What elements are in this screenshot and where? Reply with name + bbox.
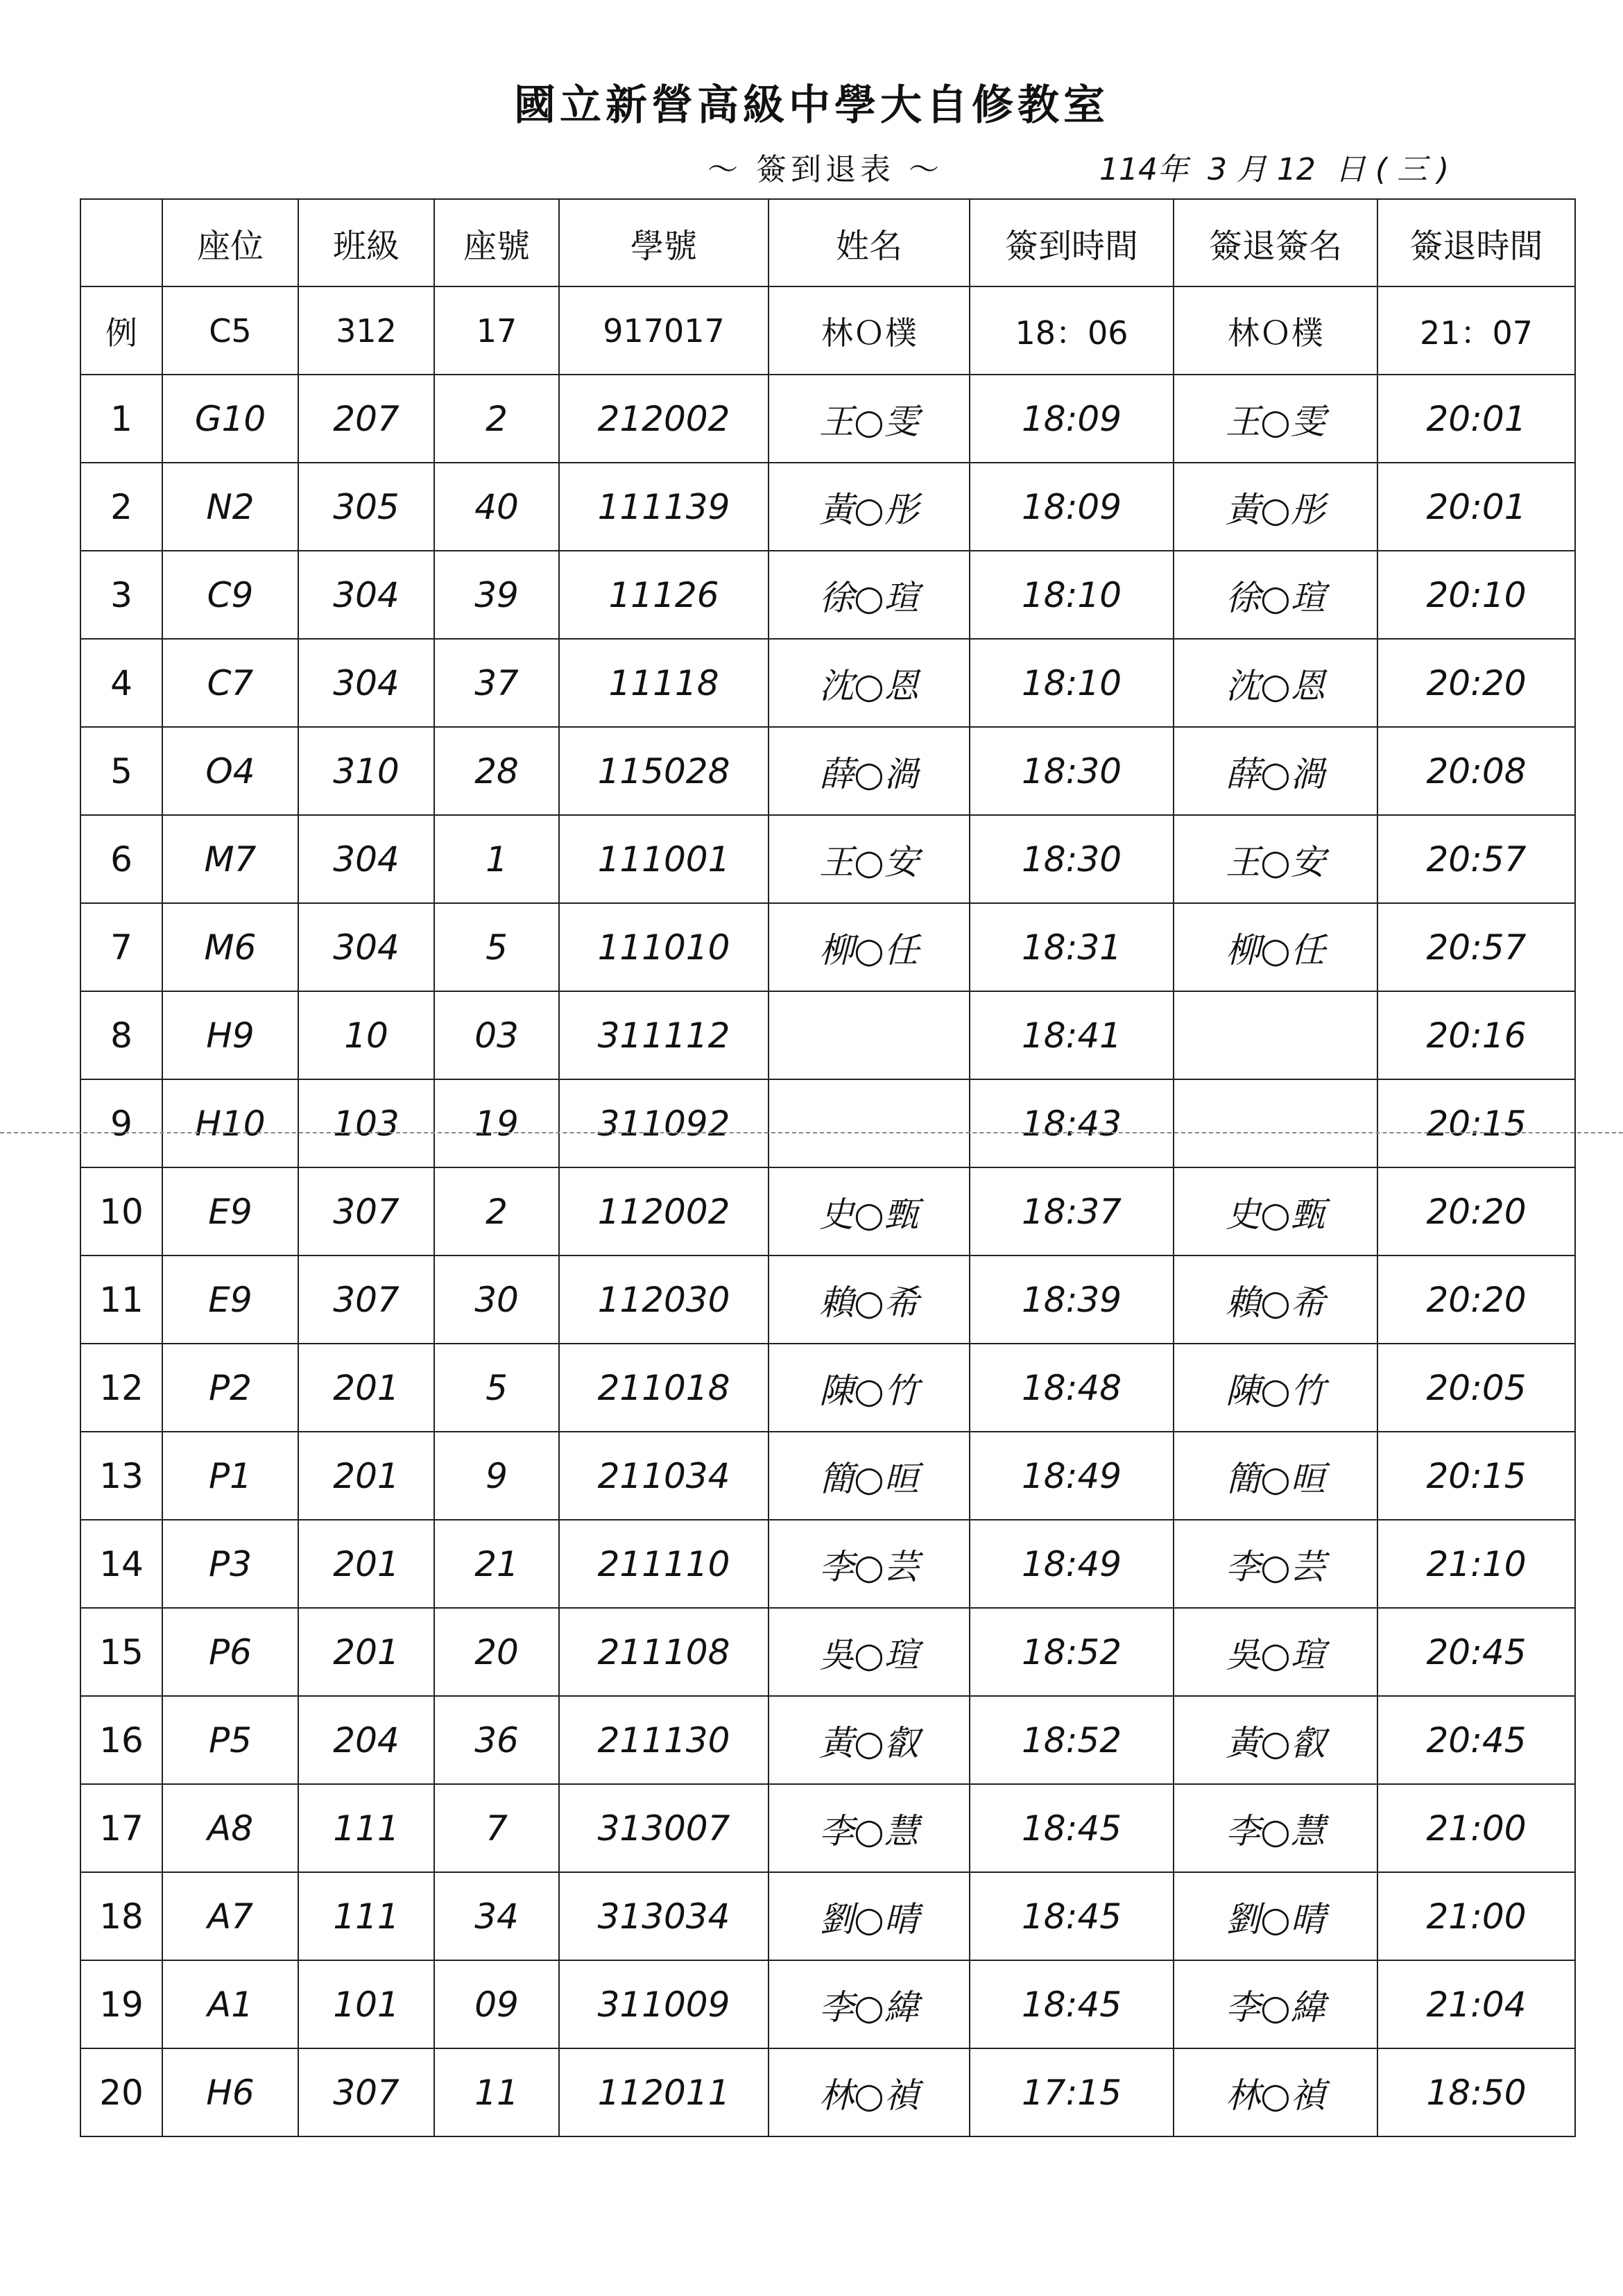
cell-seat: A1 (162, 1960, 298, 2048)
column-header-sign-out-time: 簽退時間 (1377, 199, 1575, 286)
cell-student-id: 917017 (559, 286, 768, 375)
cell-name (768, 1079, 970, 1167)
form-subtitle: ～ 簽到退表 ～ (707, 152, 943, 187)
column-header-sign-out-signature: 簽退簽名 (1174, 199, 1377, 286)
cell-sign-out-time: 20:45 (1377, 1608, 1575, 1696)
cell-seat: P5 (162, 1696, 298, 1784)
table-row (80, 1520, 1575, 1608)
cell-sign-out-time: 20:16 (1377, 991, 1575, 1079)
cell-name: 王○安 (768, 815, 970, 903)
cell-sign-in-time: 18:31 (970, 903, 1174, 991)
cell-seat-number: 5 (434, 903, 559, 991)
cell-name: 徐○瑄 (768, 551, 970, 639)
table-row (80, 1784, 1575, 1872)
table-row (80, 1344, 1575, 1432)
cell-sign-out-signature: 徐○瑄 (1174, 551, 1377, 639)
cell-sign-out-time: 21:00 (1377, 1872, 1575, 1960)
cell-sign-in-time: 18:52 (970, 1696, 1174, 1784)
cell-seat-number: 2 (434, 375, 559, 463)
cell-sign-out-time: 21:00 (1377, 1784, 1575, 1872)
table-body (80, 286, 1575, 2136)
column-header-class: 班級 (298, 199, 434, 286)
cell-class: 201 (298, 1432, 434, 1520)
cell-student-id: 211018 (559, 1344, 768, 1432)
cell-class: 111 (298, 1872, 434, 1960)
cell-row-number: 9 (80, 1079, 162, 1167)
cell-sign-out-signature: 賴○希 (1174, 1256, 1377, 1344)
cell-name (768, 991, 970, 1079)
cell-sign-out-signature: 史○甄 (1174, 1167, 1377, 1256)
cell-student-id: 112011 (559, 2048, 768, 2136)
cell-seat: H6 (162, 2048, 298, 2136)
cell-seat: P2 (162, 1344, 298, 1432)
cell-seat-number: 9 (434, 1432, 559, 1520)
table-row (80, 1167, 1575, 1256)
cell-sign-in-time: 18:30 (970, 815, 1174, 903)
cell-class: 304 (298, 903, 434, 991)
cell-sign-out-signature: 林○禎 (1174, 2048, 1377, 2136)
table-row (80, 1872, 1575, 1960)
cell-name: 林Ｏ樸 (768, 286, 970, 375)
cell-seat: H10 (162, 1079, 298, 1167)
cell-row-number: 13 (80, 1432, 162, 1520)
cell-name: 李○慧 (768, 1784, 970, 1872)
table-row (80, 727, 1575, 815)
cell-sign-in-time: 18:37 (970, 1167, 1174, 1256)
cell-class: 204 (298, 1696, 434, 1784)
table-row (80, 2048, 1575, 2136)
cell-class: 307 (298, 1167, 434, 1256)
cell-seat: A8 (162, 1784, 298, 1872)
cell-row-number: 15 (80, 1608, 162, 1696)
cell-sign-out-signature: 沈○恩 (1174, 639, 1377, 727)
cell-row-number: 7 (80, 903, 162, 991)
column-header-sign-in-time: 簽到時間 (970, 199, 1174, 286)
cell-student-id: 11126 (559, 551, 768, 639)
cell-student-id: 211108 (559, 1608, 768, 1696)
cell-sign-in-time: 18:48 (970, 1344, 1174, 1432)
cell-seat: P6 (162, 1608, 298, 1696)
table-row (80, 991, 1575, 1079)
cell-name: 李○芸 (768, 1520, 970, 1608)
cell-sign-in-time: 18:09 (970, 375, 1174, 463)
cell-row-number: 10 (80, 1167, 162, 1256)
cell-row-number: 例 (80, 286, 162, 375)
cell-sign-out-signature: 黃○彤 (1174, 463, 1377, 551)
cell-name: 李○緯 (768, 1960, 970, 2048)
table-row (80, 1079, 1575, 1167)
cell-sign-out-signature (1174, 991, 1377, 1079)
sign-in-out-table (80, 198, 1576, 2137)
cell-seat-number: 2 (434, 1167, 559, 1256)
header-row (80, 199, 1575, 286)
cell-class: 10 (298, 991, 434, 1079)
cell-seat-number: 21 (434, 1520, 559, 1608)
cell-sign-out-time: 20:15 (1377, 1432, 1575, 1520)
cell-sign-out-time: 21:04 (1377, 1960, 1575, 2048)
cell-sign-in-time: 18:45 (970, 1960, 1174, 2048)
cell-sign-out-signature: 柳○任 (1174, 903, 1377, 991)
cell-sign-out-time: 20:01 (1377, 463, 1575, 551)
cell-name: 柳○任 (768, 903, 970, 991)
cell-seat: O4 (162, 727, 298, 815)
column-header-student-id: 學號 (559, 199, 768, 286)
cell-name: 劉○晴 (768, 1872, 970, 1960)
cell-sign-out-signature: 李○緯 (1174, 1960, 1377, 2048)
cell-class: 101 (298, 1960, 434, 2048)
cell-student-id: 313007 (559, 1784, 768, 1872)
example-row (80, 286, 1575, 375)
cell-sign-out-time: 21：07 (1377, 286, 1575, 375)
table-row (80, 903, 1575, 991)
cell-seat: E9 (162, 1167, 298, 1256)
cell-sign-out-signature: 陳○竹 (1174, 1344, 1377, 1432)
cell-seat-number: 40 (434, 463, 559, 551)
cell-name: 史○甄 (768, 1167, 970, 1256)
table-row (80, 375, 1575, 463)
table-row (80, 815, 1575, 903)
cell-seat-number: 30 (434, 1256, 559, 1344)
cell-student-id: 311009 (559, 1960, 768, 2048)
cell-seat-number: 19 (434, 1079, 559, 1167)
cell-seat-number: 20 (434, 1608, 559, 1696)
table-row (80, 1696, 1575, 1784)
cell-seat-number: 03 (434, 991, 559, 1079)
column-header-seat: 座位 (162, 199, 298, 286)
cell-sign-out-time: 20:57 (1377, 815, 1575, 903)
cell-student-id: 211034 (559, 1432, 768, 1520)
table-row (80, 551, 1575, 639)
cell-class: 201 (298, 1344, 434, 1432)
cell-class: 310 (298, 727, 434, 815)
cell-name: 陳○竹 (768, 1344, 970, 1432)
cell-sign-out-signature: 李○慧 (1174, 1784, 1377, 1872)
cell-student-id: 111139 (559, 463, 768, 551)
cell-seat: N2 (162, 463, 298, 551)
cell-row-number: 14 (80, 1520, 162, 1608)
cell-seat: P3 (162, 1520, 298, 1608)
cell-sign-out-time: 20:15 (1377, 1079, 1575, 1167)
cell-sign-out-signature (1174, 1079, 1377, 1167)
cell-sign-out-signature: 王○安 (1174, 815, 1377, 903)
cell-sign-in-time: 18:10 (970, 639, 1174, 727)
cell-name: 簡○晅 (768, 1432, 970, 1520)
cell-sign-out-time: 20:20 (1377, 639, 1575, 727)
cell-student-id: 115028 (559, 727, 768, 815)
cell-sign-out-time: 21:10 (1377, 1520, 1575, 1608)
cell-sign-out-signature: 黃○叡 (1174, 1696, 1377, 1784)
cell-class: 304 (298, 815, 434, 903)
cell-seat: E9 (162, 1256, 298, 1344)
cell-seat-number: 5 (434, 1344, 559, 1432)
cell-seat-number: 7 (434, 1784, 559, 1872)
cell-seat-number: 1 (434, 815, 559, 903)
cell-row-number: 3 (80, 551, 162, 639)
table-row (80, 1608, 1575, 1696)
cell-seat-number: 39 (434, 551, 559, 639)
table-row (80, 639, 1575, 727)
cell-sign-out-time: 20:05 (1377, 1344, 1575, 1432)
cell-sign-in-time: 18:49 (970, 1520, 1174, 1608)
cell-row-number: 2 (80, 463, 162, 551)
cell-seat-number: 34 (434, 1872, 559, 1960)
cell-student-id: 311092 (559, 1079, 768, 1167)
table-row (80, 1256, 1575, 1344)
cell-seat-number: 37 (434, 639, 559, 727)
cell-seat: M6 (162, 903, 298, 991)
cell-sign-in-time: 18:39 (970, 1256, 1174, 1344)
cell-sign-out-time: 20:45 (1377, 1696, 1575, 1784)
cell-sign-out-time: 20:01 (1377, 375, 1575, 463)
cell-class: 201 (298, 1520, 434, 1608)
cell-name: 沈○恩 (768, 639, 970, 727)
cell-seat: G10 (162, 375, 298, 463)
cell-sign-out-time: 20:57 (1377, 903, 1575, 991)
cell-sign-in-time: 18：06 (970, 286, 1174, 375)
cell-sign-out-time: 18:50 (1377, 2048, 1575, 2136)
table-row (80, 463, 1575, 551)
cell-student-id: 311112 (559, 991, 768, 1079)
cell-class: 111 (298, 1784, 434, 1872)
cell-class: 312 (298, 286, 434, 375)
cell-seat-number: 17 (434, 286, 559, 375)
cell-seat: P1 (162, 1432, 298, 1520)
cell-row-number: 20 (80, 2048, 162, 2136)
cell-name: 黃○彤 (768, 463, 970, 551)
column-header-seat-number: 座號 (434, 199, 559, 286)
cell-class: 207 (298, 375, 434, 463)
column-header-row-number (80, 199, 162, 286)
cell-sign-in-time: 18:30 (970, 727, 1174, 815)
cell-sign-out-signature: 王○雯 (1174, 375, 1377, 463)
cell-name: 黃○叡 (768, 1696, 970, 1784)
cell-row-number: 11 (80, 1256, 162, 1344)
cell-row-number: 1 (80, 375, 162, 463)
cell-seat: C7 (162, 639, 298, 727)
cell-student-id: 111010 (559, 903, 768, 991)
cell-sign-out-time: 20:08 (1377, 727, 1575, 815)
cell-row-number: 12 (80, 1344, 162, 1432)
cell-sign-out-signature: 簡○晅 (1174, 1432, 1377, 1520)
cell-student-id: 11118 (559, 639, 768, 727)
cell-sign-in-time: 18:10 (970, 551, 1174, 639)
cell-row-number: 16 (80, 1696, 162, 1784)
cell-sign-in-time: 18:09 (970, 463, 1174, 551)
cell-class: 307 (298, 1256, 434, 1344)
cell-student-id: 112002 (559, 1167, 768, 1256)
cell-seat-number: 36 (434, 1696, 559, 1784)
cell-name: 林○禎 (768, 2048, 970, 2136)
cell-row-number: 8 (80, 991, 162, 1079)
cell-student-id: 212002 (559, 375, 768, 463)
cell-sign-in-time: 18:45 (970, 1872, 1174, 1960)
cell-seat: C9 (162, 551, 298, 639)
cell-sign-out-time: 20:20 (1377, 1256, 1575, 1344)
cell-sign-out-time: 20:10 (1377, 551, 1575, 639)
cell-name: 吳○瑄 (768, 1608, 970, 1696)
cell-sign-in-time: 18:49 (970, 1432, 1174, 1520)
cell-sign-in-time: 18:43 (970, 1079, 1174, 1167)
cell-row-number: 18 (80, 1872, 162, 1960)
cell-row-number: 6 (80, 815, 162, 903)
fold-line (0, 1132, 1623, 1133)
cell-sign-out-signature: 林Ｏ樸 (1174, 286, 1377, 375)
cell-sign-in-time: 17:15 (970, 2048, 1174, 2136)
cell-class: 304 (298, 551, 434, 639)
cell-row-number: 17 (80, 1784, 162, 1872)
cell-student-id: 111001 (559, 815, 768, 903)
cell-student-id: 313034 (559, 1872, 768, 1960)
cell-sign-in-time: 18:41 (970, 991, 1174, 1079)
cell-class: 307 (298, 2048, 434, 2136)
cell-class: 103 (298, 1079, 434, 1167)
cell-class: 304 (298, 639, 434, 727)
cell-seat-number: 09 (434, 1960, 559, 2048)
cell-sign-out-time: 20:20 (1377, 1167, 1575, 1256)
cell-seat-number: 28 (434, 727, 559, 815)
cell-row-number: 19 (80, 1960, 162, 2048)
cell-student-id: 112030 (559, 1256, 768, 1344)
cell-seat: H9 (162, 991, 298, 1079)
cell-student-id: 211110 (559, 1520, 768, 1608)
form-date: 114年 3 月 12 日 ( 三 ) (1099, 152, 1450, 187)
cell-seat: C5 (162, 286, 298, 375)
cell-name: 王○雯 (768, 375, 970, 463)
cell-name: 薛○渦 (768, 727, 970, 815)
cell-class: 305 (298, 463, 434, 551)
cell-name: 賴○希 (768, 1256, 970, 1344)
cell-sign-in-time: 18:45 (970, 1784, 1174, 1872)
cell-sign-out-signature: 吳○瑄 (1174, 1608, 1377, 1696)
cell-row-number: 5 (80, 727, 162, 815)
cell-row-number: 4 (80, 639, 162, 727)
cell-sign-in-time: 18:52 (970, 1608, 1174, 1696)
cell-seat: A7 (162, 1872, 298, 1960)
cell-sign-out-signature: 薛○渦 (1174, 727, 1377, 815)
cell-student-id: 211130 (559, 1696, 768, 1784)
cell-sign-out-signature: 劉○晴 (1174, 1872, 1377, 1960)
table-row (80, 1960, 1575, 2048)
cell-seat: M7 (162, 815, 298, 903)
cell-class: 201 (298, 1608, 434, 1696)
cell-seat-number: 11 (434, 2048, 559, 2136)
column-header-name: 姓名 (768, 199, 970, 286)
cell-sign-out-signature: 李○芸 (1174, 1520, 1377, 1608)
table-row (80, 1432, 1575, 1520)
page-title: 國立新營高級中學大自修教室 (514, 81, 1109, 130)
